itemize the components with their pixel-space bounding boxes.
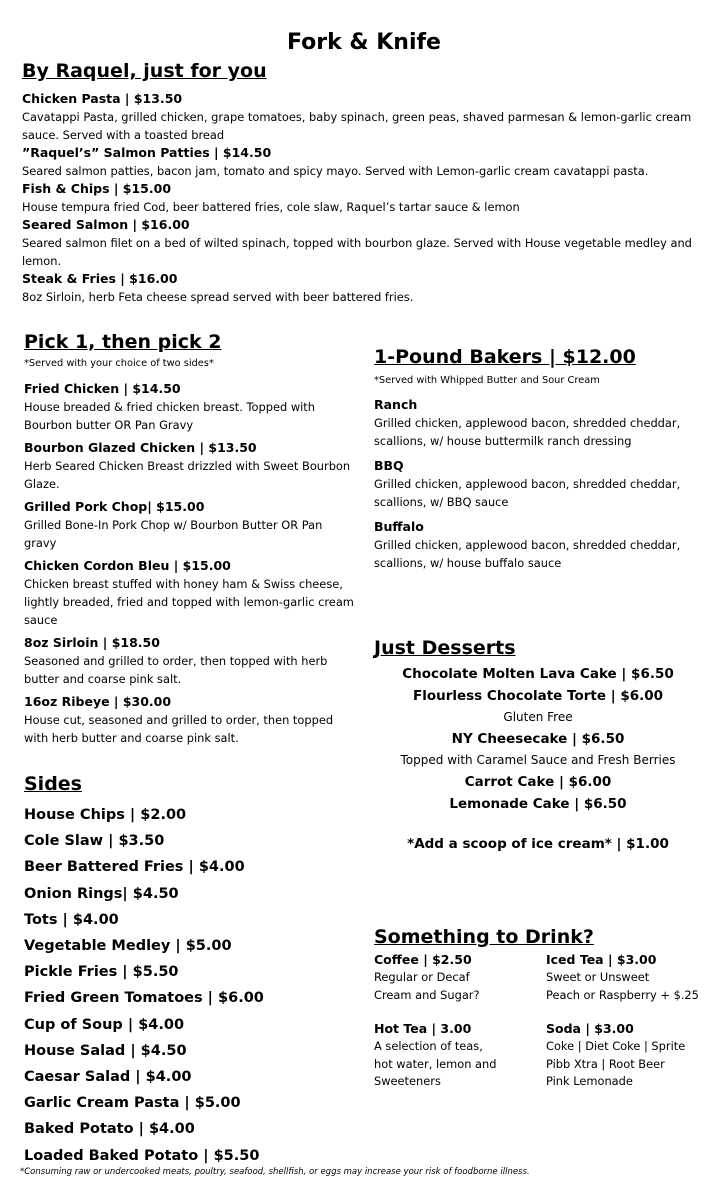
drink-desc: A selection of teas, bbox=[374, 1039, 483, 1053]
item-desc: Seasoned and grilled to order, then topped with herb butter and coarse pink salt. bbox=[24, 654, 328, 686]
dessert-note: Topped with Caramel Sauce and Fresh Berries bbox=[400, 753, 676, 767]
baker-item bbox=[374, 457, 704, 511]
raquel-item bbox=[22, 180, 712, 216]
item-desc: Seared salmon patties, bacon jam, tomato and spicy mayo. Served with Lemon-garlic cream cavatappi pasta. bbox=[22, 164, 649, 178]
side-item: Garlic Cream Pasta | $5.00 bbox=[24, 1095, 241, 1112]
side-item: Cup of Soup | $4.00 bbox=[24, 1016, 185, 1033]
side-item: Vegetable Medley | $5.00 bbox=[24, 938, 232, 955]
drink-desc: Sweet or Unsweet bbox=[546, 970, 650, 984]
desserts-list bbox=[368, 663, 708, 855]
sides-list bbox=[24, 802, 354, 1169]
item-desc: House tempura fried Cod, beer battered fries, cole slaw, Raquel’s tartar sauce & lemon bbox=[22, 200, 520, 214]
drink-coffee bbox=[374, 951, 534, 1004]
drink-desc: Pibb Xtra | Root Beer bbox=[546, 1056, 665, 1071]
item-desc: House breaded & fried chicken breast. Topped with Bourbon butter OR Pan Gravy bbox=[24, 400, 315, 432]
desserts-heading: Just Desserts bbox=[374, 637, 516, 659]
pick-item bbox=[24, 498, 354, 552]
bakers-note: *Served with Whipped Butter and Sour Cream bbox=[374, 375, 600, 386]
item-name: Bourbon Glazed Chicken | $13.50 bbox=[24, 440, 257, 455]
item-desc: Grilled chicken, applewood bacon, shredded cheddar, scallions, w/ house buffalo sauce bbox=[374, 538, 681, 570]
baker-item bbox=[374, 518, 704, 572]
item-desc: House cut, seasoned and grilled to order, then topped with herb butter and coarse pink salt. bbox=[24, 713, 334, 745]
side-item: Tots | $4.00 bbox=[24, 911, 119, 928]
bakers-items bbox=[374, 396, 704, 572]
drink-desc: Regular or Decaf bbox=[374, 970, 470, 984]
item-desc: Grilled chicken, applewood bacon, shredded cheddar, scallions, w/ BBQ sauce bbox=[374, 477, 681, 509]
item-name: Chicken Pasta | $13.50 bbox=[22, 91, 183, 106]
item-name: 8oz Sirloin | $18.50 bbox=[24, 635, 160, 650]
drinks-heading: Something to Drink? bbox=[374, 926, 594, 948]
ice-cream-addon: *Add a scoop of ice cream* | $1.00 bbox=[407, 836, 669, 852]
dessert-item: Carrot Cake | $6.00 bbox=[464, 774, 612, 790]
side-item: Loaded Baked Potato | $5.50 bbox=[24, 1147, 260, 1164]
drink-desc: Coke | Diet Coke | Sprite bbox=[546, 1039, 686, 1053]
item-name: Grilled Pork Chop| $15.00 bbox=[24, 499, 205, 514]
pick-note: *Served with your choice of two sides* bbox=[24, 358, 214, 369]
dessert-item: Lemonade Cake | $6.50 bbox=[449, 796, 627, 812]
side-item: Onion Rings| $4.50 bbox=[24, 885, 179, 902]
raquel-items bbox=[22, 90, 712, 306]
item-desc: Seared salmon filet on a bed of wilted spinach, topped with bourbon glaze. Served with House vegetable medley and lemon. bbox=[22, 236, 692, 268]
pick-heading: Pick 1, then pick 2 bbox=[24, 331, 222, 353]
item-name: Seared Salmon | $16.00 bbox=[22, 217, 190, 232]
menu-title: Fork & Knife bbox=[287, 30, 441, 55]
drink-desc: Peach or Raspberry + $.25 bbox=[546, 987, 699, 1002]
drink-iced-tea bbox=[546, 951, 716, 1004]
side-item: Pickle Fries | $5.50 bbox=[24, 964, 179, 981]
item-name: Ranch bbox=[374, 397, 418, 412]
baker-item bbox=[374, 396, 704, 450]
drink-name: Hot Tea | 3.00 bbox=[374, 1021, 472, 1036]
drink-name: Iced Tea | $3.00 bbox=[546, 952, 657, 967]
raquel-item bbox=[22, 270, 712, 306]
drink-hot-tea bbox=[374, 1020, 534, 1091]
drink-name: Coffee | $2.50 bbox=[374, 952, 472, 967]
item-name: Fish & Chips | $15.00 bbox=[22, 181, 172, 196]
item-name: Chicken Cordon Bleu | $15.00 bbox=[24, 558, 231, 573]
pick-item bbox=[24, 693, 354, 747]
raquel-heading: By Raquel, just for you bbox=[22, 60, 267, 82]
side-item: House Salad | $4.50 bbox=[24, 1042, 187, 1059]
item-name: BBQ bbox=[374, 458, 404, 473]
drink-desc: Pink Lemonade bbox=[546, 1074, 633, 1088]
raquel-item bbox=[22, 90, 712, 144]
bakers-heading: 1-Pound Bakers | $12.00 bbox=[374, 346, 636, 368]
sides-heading: Sides bbox=[24, 773, 82, 795]
pick-items bbox=[24, 380, 354, 747]
drink-soda bbox=[546, 1020, 716, 1091]
dessert-item: NY Cheesecake | $6.50 bbox=[451, 731, 625, 747]
side-item: Caesar Salad | $4.00 bbox=[24, 1069, 192, 1086]
item-name: 16oz Ribeye | $30.00 bbox=[24, 694, 172, 709]
side-item: House Chips | $2.00 bbox=[24, 807, 187, 823]
pick-item bbox=[24, 634, 354, 688]
item-name: Steak & Fries | $16.00 bbox=[22, 271, 178, 286]
side-item: Fried Green Tomatoes | $6.00 bbox=[24, 990, 264, 1007]
raquel-item bbox=[22, 216, 712, 270]
drink-name: Soda | $3.00 bbox=[546, 1021, 634, 1036]
drink-desc: Sweeteners bbox=[374, 1074, 441, 1088]
side-item: Baked Potato | $4.00 bbox=[24, 1121, 195, 1138]
dessert-note: Gluten Free bbox=[503, 710, 573, 724]
item-name: Fried Chicken | $14.50 bbox=[24, 381, 181, 396]
side-item: Cole Slaw | $3.50 bbox=[24, 833, 165, 850]
item-name: Buffalo bbox=[374, 519, 424, 534]
item-desc: Chicken breast stuffed with honey ham & Swiss cheese, lightly breaded, fried and topped with lemon-garlic cream sauce bbox=[24, 577, 354, 627]
dessert-item: Flourless Chocolate Torte | $6.00 bbox=[412, 688, 664, 704]
foodborne-disclaimer: *Consuming raw or undercooked meats, poultry, seafood, shellfish, or eggs may increase your risk of foodborne illness. bbox=[20, 1167, 530, 1177]
raquel-item bbox=[22, 144, 712, 180]
item-desc: Herb Seared Chicken Breast drizzled with Sweet Bourbon Glaze. bbox=[24, 459, 351, 491]
pick-item bbox=[24, 380, 354, 434]
drink-desc: Cream and Sugar? bbox=[374, 987, 480, 1002]
pick-item bbox=[24, 439, 354, 493]
side-item: Beer Battered Fries | $4.00 bbox=[24, 859, 245, 876]
dessert-item: Chocolate Molten Lava Cake | $6.50 bbox=[402, 666, 674, 682]
pick-item bbox=[24, 557, 354, 629]
item-desc: Grilled chicken, applewood bacon, shredded cheddar, scallions, w/ house buttermilk ranch dressing bbox=[374, 416, 681, 448]
item-name: ”Raquel’s” Salmon Patties | $14.50 bbox=[22, 145, 272, 160]
item-desc: Cavatappi Pasta, grilled chicken, grape tomatoes, baby spinach, green peas, shaved parmesan & lemon-garlic cream sauce. Served with a toasted bread bbox=[22, 110, 692, 142]
item-desc: Grilled Bone-In Pork Chop w/ Bourbon Butter OR Pan gravy bbox=[24, 518, 323, 550]
drink-desc: hot water, lemon and bbox=[374, 1056, 497, 1071]
item-desc: 8oz Sirloin, herb Feta cheese spread served with beer battered fries. bbox=[22, 290, 414, 304]
